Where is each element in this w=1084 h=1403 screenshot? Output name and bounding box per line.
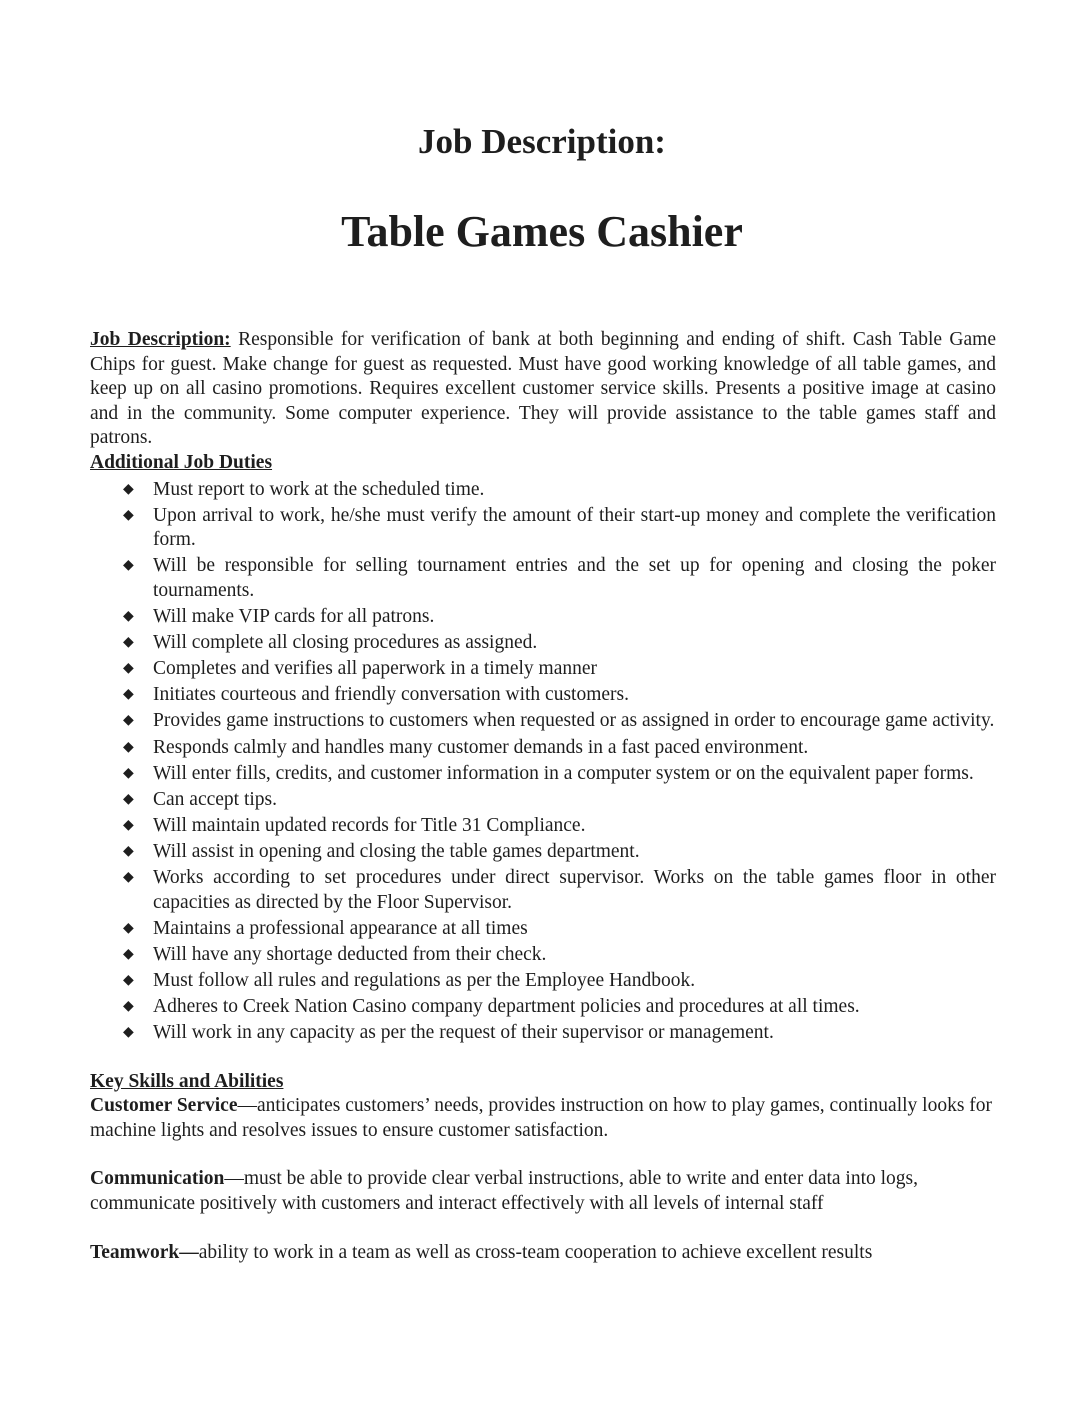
duty-text: Maintains a professional appearance at all times	[153, 917, 528, 939]
duty-text: Will complete all closing procedures as assigned.	[153, 632, 538, 654]
additional-duties-heading: Additional Job Duties	[90, 451, 273, 473]
duty-text: Responds calmly and handles many customer demands in a fast paced environment.	[153, 736, 809, 758]
duty-text: Will enter fills, credits, and customer information in a computer system or on the equivalent paper forms.	[153, 762, 974, 784]
job-description-text: Responsible for verification of bank at both beginning and ending of shift. Cash Table Game Chips for guest. Make change for guest as requested. Must have good working knowledge of all table games, and keep up on all casino promotions. Requires excellent customer service skills. Presents a positive image at casino and in the community. Some computer experience. They will provide assistance to the table games staff and patrons.	[90, 329, 996, 449]
list-item	[90, 969, 996, 994]
list-item	[90, 683, 996, 708]
skills-heading: Key Skills and Abilities	[90, 1070, 284, 1092]
list-item	[90, 943, 996, 968]
diamond-bullet-icon: ◆	[123, 687, 134, 703]
skill-teamwork	[90, 1241, 996, 1266]
duty-text: Will be responsible for selling tournament entries and the set up for opening and closing the poker tournaments.	[153, 555, 996, 601]
duty-text: Will work in any capacity as per the request of their supervisor or management.	[153, 1022, 774, 1044]
diamond-bullet-icon: ◆	[123, 481, 134, 497]
diamond-bullet-icon: ◆	[123, 972, 134, 988]
duty-text: Completes and verifies all paperwork in a timely manner	[153, 658, 598, 680]
diamond-bullet-icon: ◆	[123, 817, 134, 833]
list-item	[90, 504, 996, 553]
list-item	[90, 605, 996, 630]
duty-text: Will have any shortage deducted from their check.	[153, 943, 547, 965]
diamond-bullet-icon: ◆	[123, 507, 134, 523]
document-body	[90, 328, 996, 1265]
diamond-bullet-icon: ◆	[123, 739, 134, 755]
duty-text: Will assist in opening and closing the table games department.	[153, 840, 640, 862]
list-item	[90, 995, 996, 1020]
diamond-bullet-icon: ◆	[123, 843, 134, 859]
duty-text: Initiates courteous and friendly conversation with customers.	[153, 684, 629, 706]
diamond-bullet-icon: ◆	[123, 920, 134, 936]
duty-text: Will make VIP cards for all patrons.	[153, 606, 435, 628]
page-title: Job Description:	[418, 122, 666, 161]
diamond-bullet-icon: ◆	[123, 869, 134, 885]
skill-communication	[90, 1167, 996, 1216]
skill-text: ability to work in a team as well as cross-team cooperation to achieve excellent results	[198, 1241, 873, 1263]
duty-text: Can accept tips.	[153, 788, 277, 810]
list-item	[90, 866, 996, 915]
skill-text: —anticipates customers’ needs, provides instruction on how to play games, continually looks for machine lights and resolves issues to ensure customer satisfaction.	[90, 1095, 993, 1141]
duty-text: Will maintain updated records for Title 31 Compliance.	[153, 814, 586, 836]
list-item	[90, 840, 996, 865]
list-item	[90, 736, 996, 761]
diamond-bullet-icon: ◆	[123, 998, 134, 1014]
list-item	[90, 762, 996, 787]
diamond-bullet-icon: ◆	[123, 791, 134, 807]
skill-label: Communication	[90, 1168, 225, 1190]
list-item	[90, 631, 996, 656]
job-title: Table Games Cashier	[341, 207, 743, 256]
skills-section	[90, 1070, 996, 1266]
duties-list	[90, 478, 996, 1046]
diamond-bullet-icon: ◆	[123, 946, 134, 962]
diamond-bullet-icon: ◆	[123, 1025, 134, 1041]
diamond-bullet-icon: ◆	[123, 558, 134, 574]
job-description-paragraph	[90, 328, 996, 451]
diamond-bullet-icon: ◆	[123, 635, 134, 651]
duty-text: Must report to work at the scheduled time.	[153, 478, 485, 500]
skill-label: Customer Service	[90, 1095, 238, 1117]
list-item	[90, 478, 996, 503]
job-description-label: Job Description:	[90, 329, 231, 350]
duty-text: Works according to set procedures under direct supervisor. Works on the table games floor in other capacities as directed by the Floor Supervisor.	[153, 866, 996, 913]
list-item	[90, 709, 996, 734]
duty-text: Must follow all rules and regulations as per the Employee Handbook.	[153, 969, 696, 991]
skill-customer-service	[90, 1094, 996, 1143]
diamond-bullet-icon: ◆	[123, 713, 134, 729]
duty-text: Upon arrival to work, he/she must verify the amount of their start-up money and complete the verification form.	[153, 504, 996, 551]
list-item	[90, 1021, 996, 1046]
skill-label: Teamwork—	[90, 1241, 199, 1263]
diamond-bullet-icon: ◆	[123, 765, 134, 781]
list-item	[90, 554, 996, 603]
diamond-bullet-icon: ◆	[123, 609, 134, 625]
list-item	[90, 917, 996, 942]
list-item	[90, 788, 996, 813]
list-item	[90, 657, 996, 682]
duty-text: Adheres to Creek Nation Casino company department policies and procedures at all times.	[153, 995, 860, 1017]
duty-text: Provides game instructions to customers when requested or as assigned in order to encourage game activity.	[153, 710, 995, 732]
list-item	[90, 814, 996, 839]
diamond-bullet-icon: ◆	[123, 661, 134, 677]
skill-text: —must be able to provide clear verbal instructions, able to write and enter data into logs, communicate positively with customers and interact effectively with all levels of internal staff	[90, 1168, 919, 1214]
